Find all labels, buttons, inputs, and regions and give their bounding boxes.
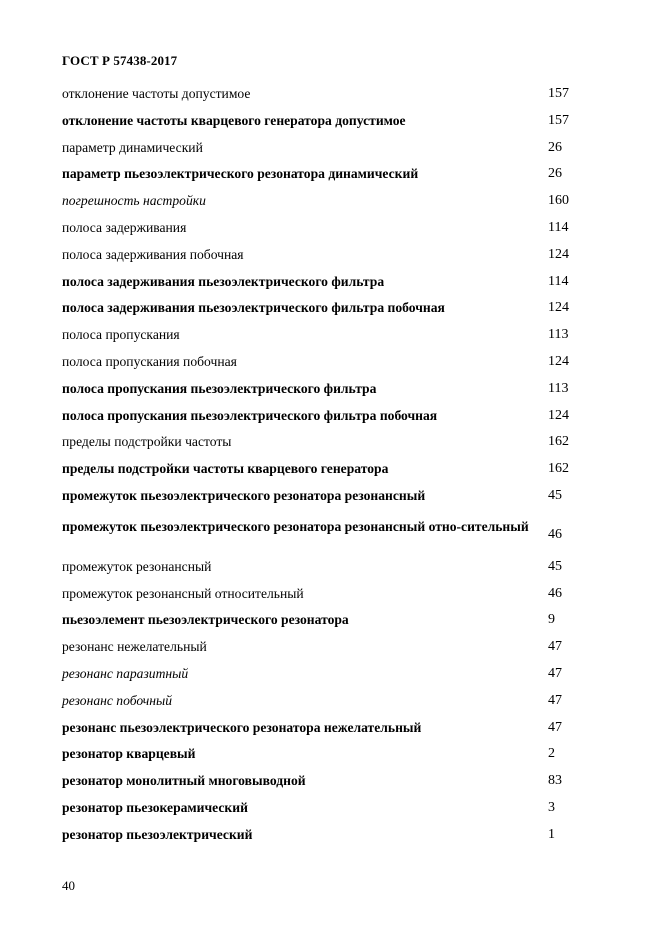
index-page-number: 3: [548, 799, 555, 815]
index-term: отклонение частоты допустимое: [62, 86, 251, 101]
index-page-number: 1: [548, 826, 555, 842]
index-term: отклонение частоты кварцевого генератора допустимое: [62, 112, 406, 128]
index-entry: [62, 108, 582, 135]
index-page-number: 46: [548, 585, 562, 601]
index-term: резонатор монолитный многовыводной: [62, 773, 306, 789]
index-term: пьезоэлемент пьезоэлектрического резонатора: [62, 612, 349, 628]
index-entry: [62, 715, 582, 742]
index-page-number: 46: [548, 526, 562, 542]
index-page-number: 83: [548, 773, 562, 789]
index-entry: [62, 269, 582, 296]
index-entry: [62, 581, 582, 608]
index-entry: [62, 688, 582, 715]
index-term: промежуток резонансный: [62, 558, 212, 574]
index-term: полоса задерживания: [62, 219, 187, 235]
index-page-number: 47: [548, 639, 562, 655]
index-page-number: 45: [548, 487, 562, 503]
index-entry: [62, 349, 582, 376]
index-page-number: 124: [548, 300, 569, 316]
index-page-number: 113: [548, 327, 569, 343]
index-entry: [62, 483, 582, 510]
index-page-number: 124: [548, 246, 569, 262]
index-page-number: 113: [548, 380, 569, 396]
index-entry: [62, 188, 582, 215]
index-entry: [62, 634, 582, 661]
index-page-number: 9: [548, 612, 555, 628]
index-page-number: 160: [548, 193, 569, 209]
index-entry: [62, 403, 582, 430]
index-page-number: 47: [548, 692, 562, 708]
index-page-number: 124: [548, 353, 569, 369]
index-term: полоса пропускания: [62, 327, 180, 343]
document-header: ГОСТ Р 57438-2017: [62, 53, 178, 68]
index-term: резонатор кварцевый: [62, 746, 196, 762]
index-term: резонанс нежелательный: [62, 639, 207, 655]
index-term: резонанс паразитный: [62, 665, 189, 681]
index-entry: [62, 81, 582, 108]
index-entry: [62, 429, 582, 456]
index-term: промежуток резонансный относительный: [62, 585, 304, 601]
index-page-number: 26: [548, 139, 562, 155]
index-entry: [62, 795, 582, 822]
index-entry: [62, 607, 582, 634]
index-term: полоса задерживания побочная: [62, 246, 244, 262]
index-page-number: 47: [548, 719, 562, 735]
index-page-number: 47: [548, 665, 562, 681]
index-entry: [62, 768, 582, 795]
index-term: погрешность настройки: [62, 193, 206, 209]
index-term: пределы подстройки частоты: [62, 434, 232, 450]
index-entry: [62, 661, 582, 688]
index-entry: [62, 376, 582, 403]
index-entry: [62, 822, 582, 849]
page-number: 40: [62, 878, 75, 893]
index-term: параметр пьезоэлектрического резонатора динамический: [62, 166, 419, 182]
index-page-number: 162: [548, 461, 569, 477]
index-page-number: 157: [548, 86, 569, 101]
index-entry: [62, 295, 582, 322]
index-entry: [62, 741, 582, 768]
index-term: полоса пропускания пьезоэлектрического фильтра: [62, 380, 377, 396]
index-term: параметр динамический: [62, 139, 203, 155]
index-entry: [62, 135, 582, 162]
index-page-number: 157: [548, 112, 569, 128]
index-term: полоса пропускания пьезоэлектрического фильтра побочная: [62, 407, 438, 423]
index-term: резонатор пьезоэлектрический: [62, 826, 253, 842]
index-term: резонанс пьезоэлектрического резонатора нежелательный: [62, 719, 422, 735]
index-page-number: 114: [548, 219, 569, 235]
index-term: полоса задерживания пьезоэлектрического фильтра побочная: [62, 300, 445, 316]
index-entry: [62, 242, 582, 269]
index-term: резонанс побочный: [62, 692, 173, 708]
index-term: промежуток пьезоэлектрического резонатора резонансный отно-сительный: [62, 518, 529, 534]
index-page-number: 26: [548, 166, 562, 182]
index-term: полоса пропускания побочная: [62, 353, 237, 369]
index-entry: [62, 554, 582, 581]
index-page-number: 2: [548, 746, 555, 762]
index-term: промежуток пьезоэлектрического резонатора резонансный: [62, 487, 426, 503]
index-page-number: 162: [548, 434, 569, 450]
index-page-number: 114: [548, 273, 569, 289]
index-page-number: 124: [548, 407, 569, 423]
index-entry: [62, 215, 582, 242]
index-term: резонатор пьезокерамический: [62, 799, 248, 815]
index-page-number: 45: [548, 558, 562, 574]
index-term: пределы подстройки частоты кварцевого генератора: [62, 461, 389, 477]
index-entry: [62, 161, 582, 188]
index-entry: [62, 322, 582, 349]
index-entry: [62, 456, 582, 483]
index-entry: [62, 510, 582, 554]
index-term: полоса задерживания пьезоэлектрического фильтра: [62, 273, 385, 289]
index-entries: [62, 81, 582, 849]
